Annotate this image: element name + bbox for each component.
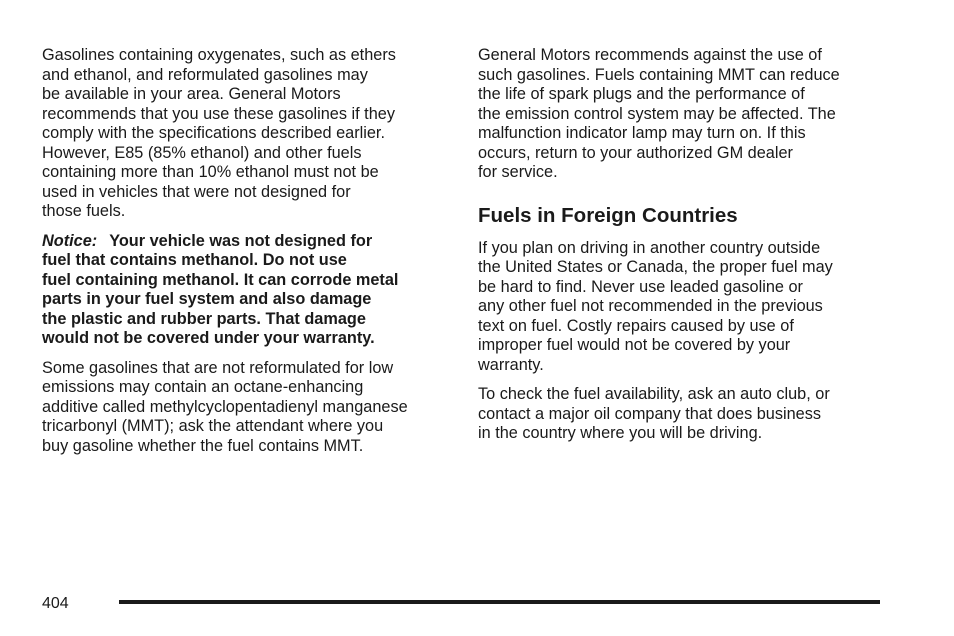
notice-text: Your vehicle was not designed for xyxy=(109,231,373,250)
gm-recommendation-paragraph xyxy=(478,46,883,183)
text-line: Some gasolines that are not reformulated for low xyxy=(42,358,394,377)
text-line: Gasolines containing oxygenates, such as ethers xyxy=(42,46,396,64)
fuel-availability-paragraph xyxy=(478,385,883,444)
text-line: fuel containing methanol. It can corrode metal xyxy=(42,270,399,289)
text-line: those fuels. xyxy=(42,202,126,220)
text-line: If you plan on driving in another country outside xyxy=(478,238,821,257)
text-line: text on fuel. Costly repairs caused by use of xyxy=(478,316,794,335)
text-line: General Motors recommends against the use of xyxy=(478,46,822,64)
text-line: buy gasoline whether the fuel contains MMT. xyxy=(42,436,364,455)
text-line: additive called methylcyclopentadienyl manganese xyxy=(42,397,408,416)
foreign-countries-paragraph xyxy=(478,239,883,376)
text-line: warranty. xyxy=(478,355,544,374)
text-line: the emission control system may be affected. The xyxy=(478,104,836,123)
text-line: the plastic and rubber parts. That damage xyxy=(42,309,366,328)
text-line: However, E85 (85% ethanol) and other fuels xyxy=(42,143,362,162)
page-number: 404 xyxy=(42,595,69,612)
text-line xyxy=(42,232,447,252)
footer-rule xyxy=(119,600,880,604)
text-line: containing more than 10% ethanol must not be xyxy=(42,163,379,181)
text-line: recommends that you use these gasolines if they xyxy=(42,104,395,123)
text-line: contact a major oil company that does business xyxy=(478,404,821,423)
text-line: any other fuel not recommended in the previous xyxy=(478,297,823,315)
notice-block xyxy=(42,232,447,349)
text-line: To check the fuel availability, ask an auto club, or xyxy=(478,385,830,403)
text-line: in the country where you will be driving. xyxy=(478,424,763,442)
text-line: malfunction indicator lamp may turn on. If this xyxy=(478,124,806,142)
text-line: such gasolines. Fuels containing MMT can reduce xyxy=(478,65,840,84)
text-line: parts in your fuel system and also damage xyxy=(42,290,372,308)
notice-label: Notice: xyxy=(42,231,98,250)
oxygenates-paragraph xyxy=(42,46,447,222)
text-line: the life of spark plugs and the performance of xyxy=(478,85,805,103)
text-line: occurs, return to your authorized GM dealer xyxy=(478,143,793,162)
text-line: be available in your area. General Motors xyxy=(42,85,341,103)
text-line: comply with the specifications described earlier. xyxy=(42,124,385,142)
text-line: emissions may contain an octane-enhancing xyxy=(42,378,364,396)
text-line: be hard to find. Never use leaded gasoline or xyxy=(478,277,803,296)
left-column xyxy=(42,46,447,466)
section-heading: Fuels in Foreign Countries xyxy=(478,203,738,227)
text-line: the United States or Canada, the proper fuel may xyxy=(478,258,833,276)
text-line: and ethanol, and reformulated gasolines may xyxy=(42,65,368,84)
text-line: improper fuel would not be covered by your xyxy=(478,336,791,354)
text-line: fuel that contains methanol. Do not use xyxy=(42,251,347,269)
text-line: tricarbonyl (MMT); ask the attendant where you xyxy=(42,417,384,435)
mmt-paragraph xyxy=(42,359,447,457)
right-column xyxy=(478,46,883,454)
text-line: for service. xyxy=(478,163,558,181)
text-line: would not be covered under your warranty. xyxy=(42,329,375,347)
text-line: used in vehicles that were not designed for xyxy=(42,182,351,201)
